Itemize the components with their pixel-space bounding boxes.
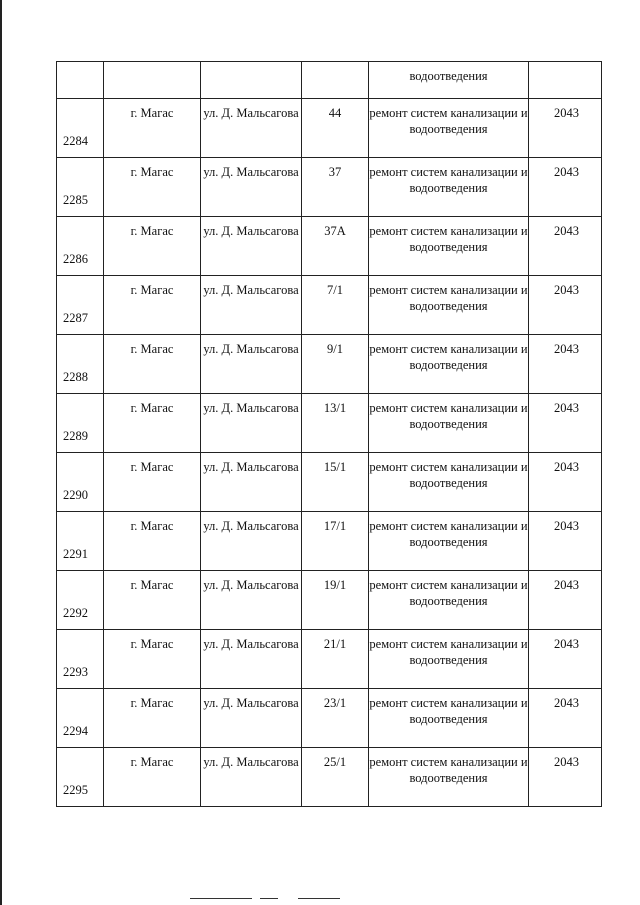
cell-city: г. Магас [104, 217, 201, 276]
cell-work: ремонт систем канализации и водоотведения [369, 335, 529, 394]
cell-house [302, 62, 369, 99]
cell-work: водоотведения [369, 62, 529, 99]
cell-number [57, 62, 104, 99]
cell-year: 2043 [529, 335, 602, 394]
cell-number: 2285 [57, 158, 104, 217]
table-row [57, 217, 602, 276]
cell-city: г. Магас [104, 335, 201, 394]
table-row [57, 512, 602, 571]
cell-year: 2043 [529, 99, 602, 158]
cell-city: г. Магас [104, 276, 201, 335]
cell-street: ул. Д. Мальсагова [201, 453, 302, 512]
cell-city: г. Магас [104, 748, 201, 807]
cell-year: 2043 [529, 453, 602, 512]
cell-year: 2043 [529, 394, 602, 453]
cell-house: 19/1 [302, 571, 369, 630]
cell-city: г. Магас [104, 571, 201, 630]
cell-city: г. Магас [104, 689, 201, 748]
cell-street [201, 62, 302, 99]
cell-work: ремонт систем канализации и водоотведения [369, 99, 529, 158]
cell-street: ул. Д. Мальсагова [201, 689, 302, 748]
table-body [57, 62, 602, 807]
cell-work: ремонт систем канализации и водоотведения [369, 453, 529, 512]
cell-city: г. Магас [104, 158, 201, 217]
cell-city: г. Магас [104, 453, 201, 512]
cell-work: ремонт систем канализации и водоотведения [369, 689, 529, 748]
cell-number: 2284 [57, 99, 104, 158]
cell-work: ремонт систем канализации и водоотведения [369, 158, 529, 217]
cell-year: 2043 [529, 512, 602, 571]
table-row [57, 748, 602, 807]
cell-year [529, 62, 602, 99]
cell-street: ул. Д. Мальсагова [201, 158, 302, 217]
cell-street: ул. Д. Мальсагова [201, 276, 302, 335]
table-row [57, 335, 602, 394]
repair-schedule-table [56, 61, 602, 807]
cell-house: 37 [302, 158, 369, 217]
cell-house: 13/1 [302, 394, 369, 453]
cell-number: 2291 [57, 512, 104, 571]
cell-work: ремонт систем канализации и водоотведения [369, 748, 529, 807]
cell-number: 2292 [57, 571, 104, 630]
table-row [57, 453, 602, 512]
cell-street: ул. Д. Мальсагова [201, 335, 302, 394]
cell-number: 2293 [57, 630, 104, 689]
table-row-continuation [57, 62, 602, 99]
cell-year: 2043 [529, 158, 602, 217]
cell-work: ремонт систем канализации и водоотведения [369, 630, 529, 689]
cell-house: 25/1 [302, 748, 369, 807]
cell-city: г. Магас [104, 512, 201, 571]
table-row [57, 571, 602, 630]
cell-year: 2043 [529, 689, 602, 748]
cell-house: 21/1 [302, 630, 369, 689]
cell-city: г. Магас [104, 630, 201, 689]
cell-street: ул. Д. Мальсагова [201, 512, 302, 571]
cell-number: 2287 [57, 276, 104, 335]
cell-street: ул. Д. Мальсагова [201, 394, 302, 453]
cell-house: 44 [302, 99, 369, 158]
cell-house: 15/1 [302, 453, 369, 512]
cell-house: 37А [302, 217, 369, 276]
table-row [57, 158, 602, 217]
cell-street: ул. Д. Мальсагова [201, 630, 302, 689]
table-row [57, 689, 602, 748]
cell-work: ремонт систем канализации и водоотведения [369, 571, 529, 630]
cell-year: 2043 [529, 748, 602, 807]
cell-house: 17/1 [302, 512, 369, 571]
cell-street: ул. Д. Мальсагова [201, 748, 302, 807]
page-edge [0, 0, 2, 905]
cell-city [104, 62, 201, 99]
table-row [57, 276, 602, 335]
table-row [57, 99, 602, 158]
cell-year: 2043 [529, 217, 602, 276]
cell-house: 9/1 [302, 335, 369, 394]
cell-house: 23/1 [302, 689, 369, 748]
cell-year: 2043 [529, 571, 602, 630]
cell-work: ремонт систем канализации и водоотведения [369, 276, 529, 335]
cell-number: 2286 [57, 217, 104, 276]
cell-street: ул. Д. Мальсагова [201, 571, 302, 630]
cell-number: 2295 [57, 748, 104, 807]
cell-number: 2294 [57, 689, 104, 748]
cell-work: ремонт систем канализации и водоотведения [369, 394, 529, 453]
cell-house: 7/1 [302, 276, 369, 335]
cell-work: ремонт систем канализации и водоотведения [369, 217, 529, 276]
footer-marks [190, 898, 340, 900]
table-row [57, 630, 602, 689]
cell-number: 2289 [57, 394, 104, 453]
cell-number: 2290 [57, 453, 104, 512]
cell-street: ул. Д. Мальсагова [201, 99, 302, 158]
cell-year: 2043 [529, 630, 602, 689]
cell-city: г. Магас [104, 394, 201, 453]
cell-year: 2043 [529, 276, 602, 335]
cell-work: ремонт систем канализации и водоотведения [369, 512, 529, 571]
cell-street: ул. Д. Мальсагова [201, 217, 302, 276]
cell-number: 2288 [57, 335, 104, 394]
table-row [57, 394, 602, 453]
cell-city: г. Магас [104, 99, 201, 158]
